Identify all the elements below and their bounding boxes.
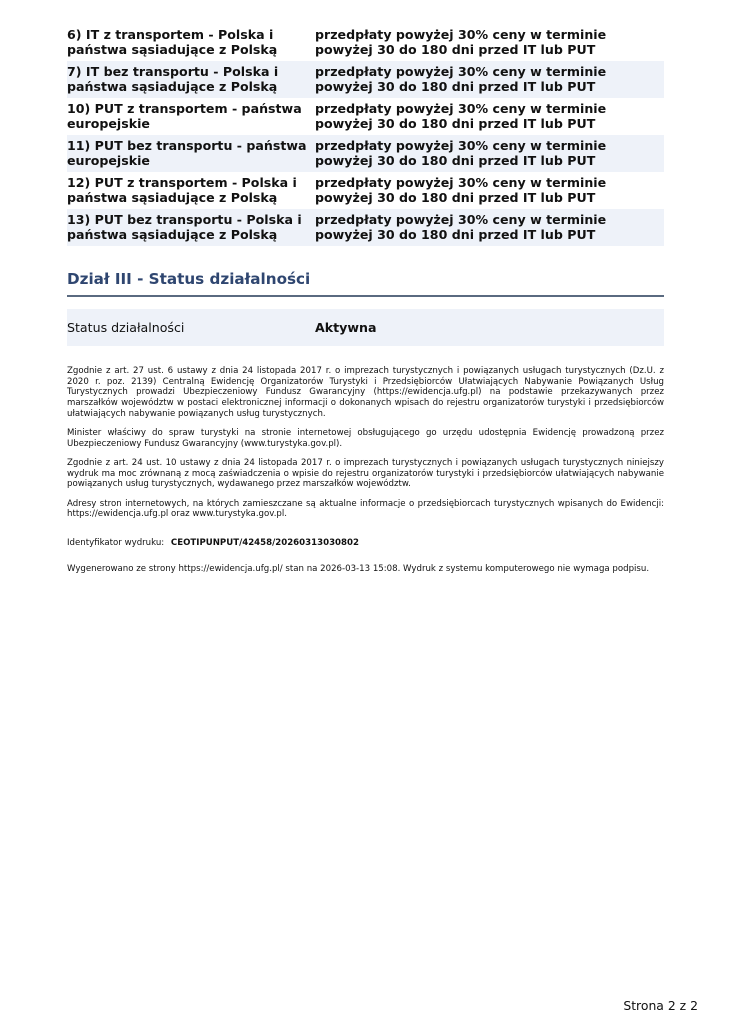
row-category: 11) PUT bez transportu - państwa europejskie	[67, 138, 307, 168]
row-condition: przedpłaty powyżej 30% ceny w terminie powyżej 30 do 180 dni przed IT lub PUT	[315, 101, 607, 131]
entries-table	[67, 24, 664, 246]
legal-note: Adresy stron internetowych, na których zamieszczane są aktualne informacje o przedsiębiorcach turystycznych wpisanych do Ewidencji: https://ewidencja.ufg.pl oraz www.turystyka.gov.pl.	[67, 498, 664, 520]
row-category: 6) IT z transportem - Polska i państwa sąsiadujące z Polską	[67, 27, 278, 57]
row-condition: przedpłaty powyżej 30% ceny w terminie powyżej 30 do 180 dni przed IT lub PUT	[315, 27, 607, 57]
table-row	[67, 135, 664, 172]
row-condition: przedpłaty powyżej 30% ceny w terminie powyżej 30 do 180 dni przed IT lub PUT	[315, 175, 607, 205]
table-row	[67, 172, 664, 209]
row-condition: przedpłaty powyżej 30% ceny w terminie powyżej 30 do 180 dni przed IT lub PUT	[315, 212, 607, 242]
row-category: 7) IT bez transportu - Polska i państwa sąsiadujące z Polską	[67, 64, 279, 94]
row-category: 10) PUT z transportem - państwa europejskie	[67, 101, 302, 131]
document-page	[67, 24, 664, 574]
status-label: Status działalności	[67, 320, 185, 335]
identifier-label: Identyfikator wydruku:	[67, 537, 165, 548]
table-row	[67, 61, 664, 98]
legal-note: Minister właściwy do spraw turystyki na stronie internetowej obsługującego go urzędu udostępnia Ewidencję prowadzoną przez Ubezpieczeniowy Fundusz Gwarancyjny (www.turystyka.gov.pl).	[67, 428, 664, 449]
section-title: Dział III - Status działalności	[67, 263, 664, 297]
table-row	[67, 98, 664, 135]
row-category: 13) PUT bez transportu - Polska i państwa sąsiadujące z Polską	[67, 212, 302, 242]
generated-note: Wygenerowano ze strony https://ewidencja.ufg.pl/ stan na 2026-03-13 15:08. Wydruk z systemu komputerowego nie wymaga podpisu.	[67, 563, 650, 574]
status-row	[67, 309, 664, 346]
row-condition: przedpłaty powyżej 30% ceny w terminie powyżej 30 do 180 dni przed IT lub PUT	[315, 64, 607, 94]
identifier-value: CEOTIPUNPUT/42458/20260313030802	[170, 537, 359, 548]
legal-notes	[67, 366, 664, 520]
row-condition: przedpłaty powyżej 30% ceny w terminie powyżej 30 do 180 dni przed IT lub PUT	[315, 138, 607, 168]
legal-note: Zgodnie z art. 24 ust. 10 ustawy z dnia 24 listopada 2017 r. o imprezach turystycznych i powiązanych usługach turystycznych niniejszy wydruk ma moc zrównaną z mocą zaświadczenia o wpisie do rejestru organizatorów turystyki i przedsiębiorców ułatwiających nabywanie powiązanych usług turystycznych, wydawanego przez marszałków województw.	[67, 457, 664, 490]
page-number: Strona 2 z 2	[623, 998, 698, 1013]
table-row	[67, 209, 664, 246]
status-value: Aktywna	[315, 320, 377, 335]
table-row	[67, 24, 664, 61]
row-category: 12) PUT z transportem - Polska i państwa sąsiadujące z Polską	[67, 175, 297, 205]
legal-note: Zgodnie z art. 27 ust. 6 ustawy z dnia 24 listopada 2017 r. o imprezach turystycznych i powiązanych usługach turystycznych (Dz.U. z 2020 r. poz. 2139) Centralną Ewidencję Organizatorów Turystyki i Przedsiębiorców Ułatwiających Nabywanie Powiązanych Usług Turystycznych prowadzi Ubezpieczeniowy Fundusz Gwarancyjny (https://ewidencja.ufg.pl) na podstawie przekazywanych przez marszałków województw w postaci elektronicznej informacji o dokonanych wpisach do rejestru organizatorów turystyki i przedsiębiorców ułatwiających nabywanie powiązanych usług turystycznych.	[67, 366, 664, 419]
print-identifier	[67, 538, 664, 548]
